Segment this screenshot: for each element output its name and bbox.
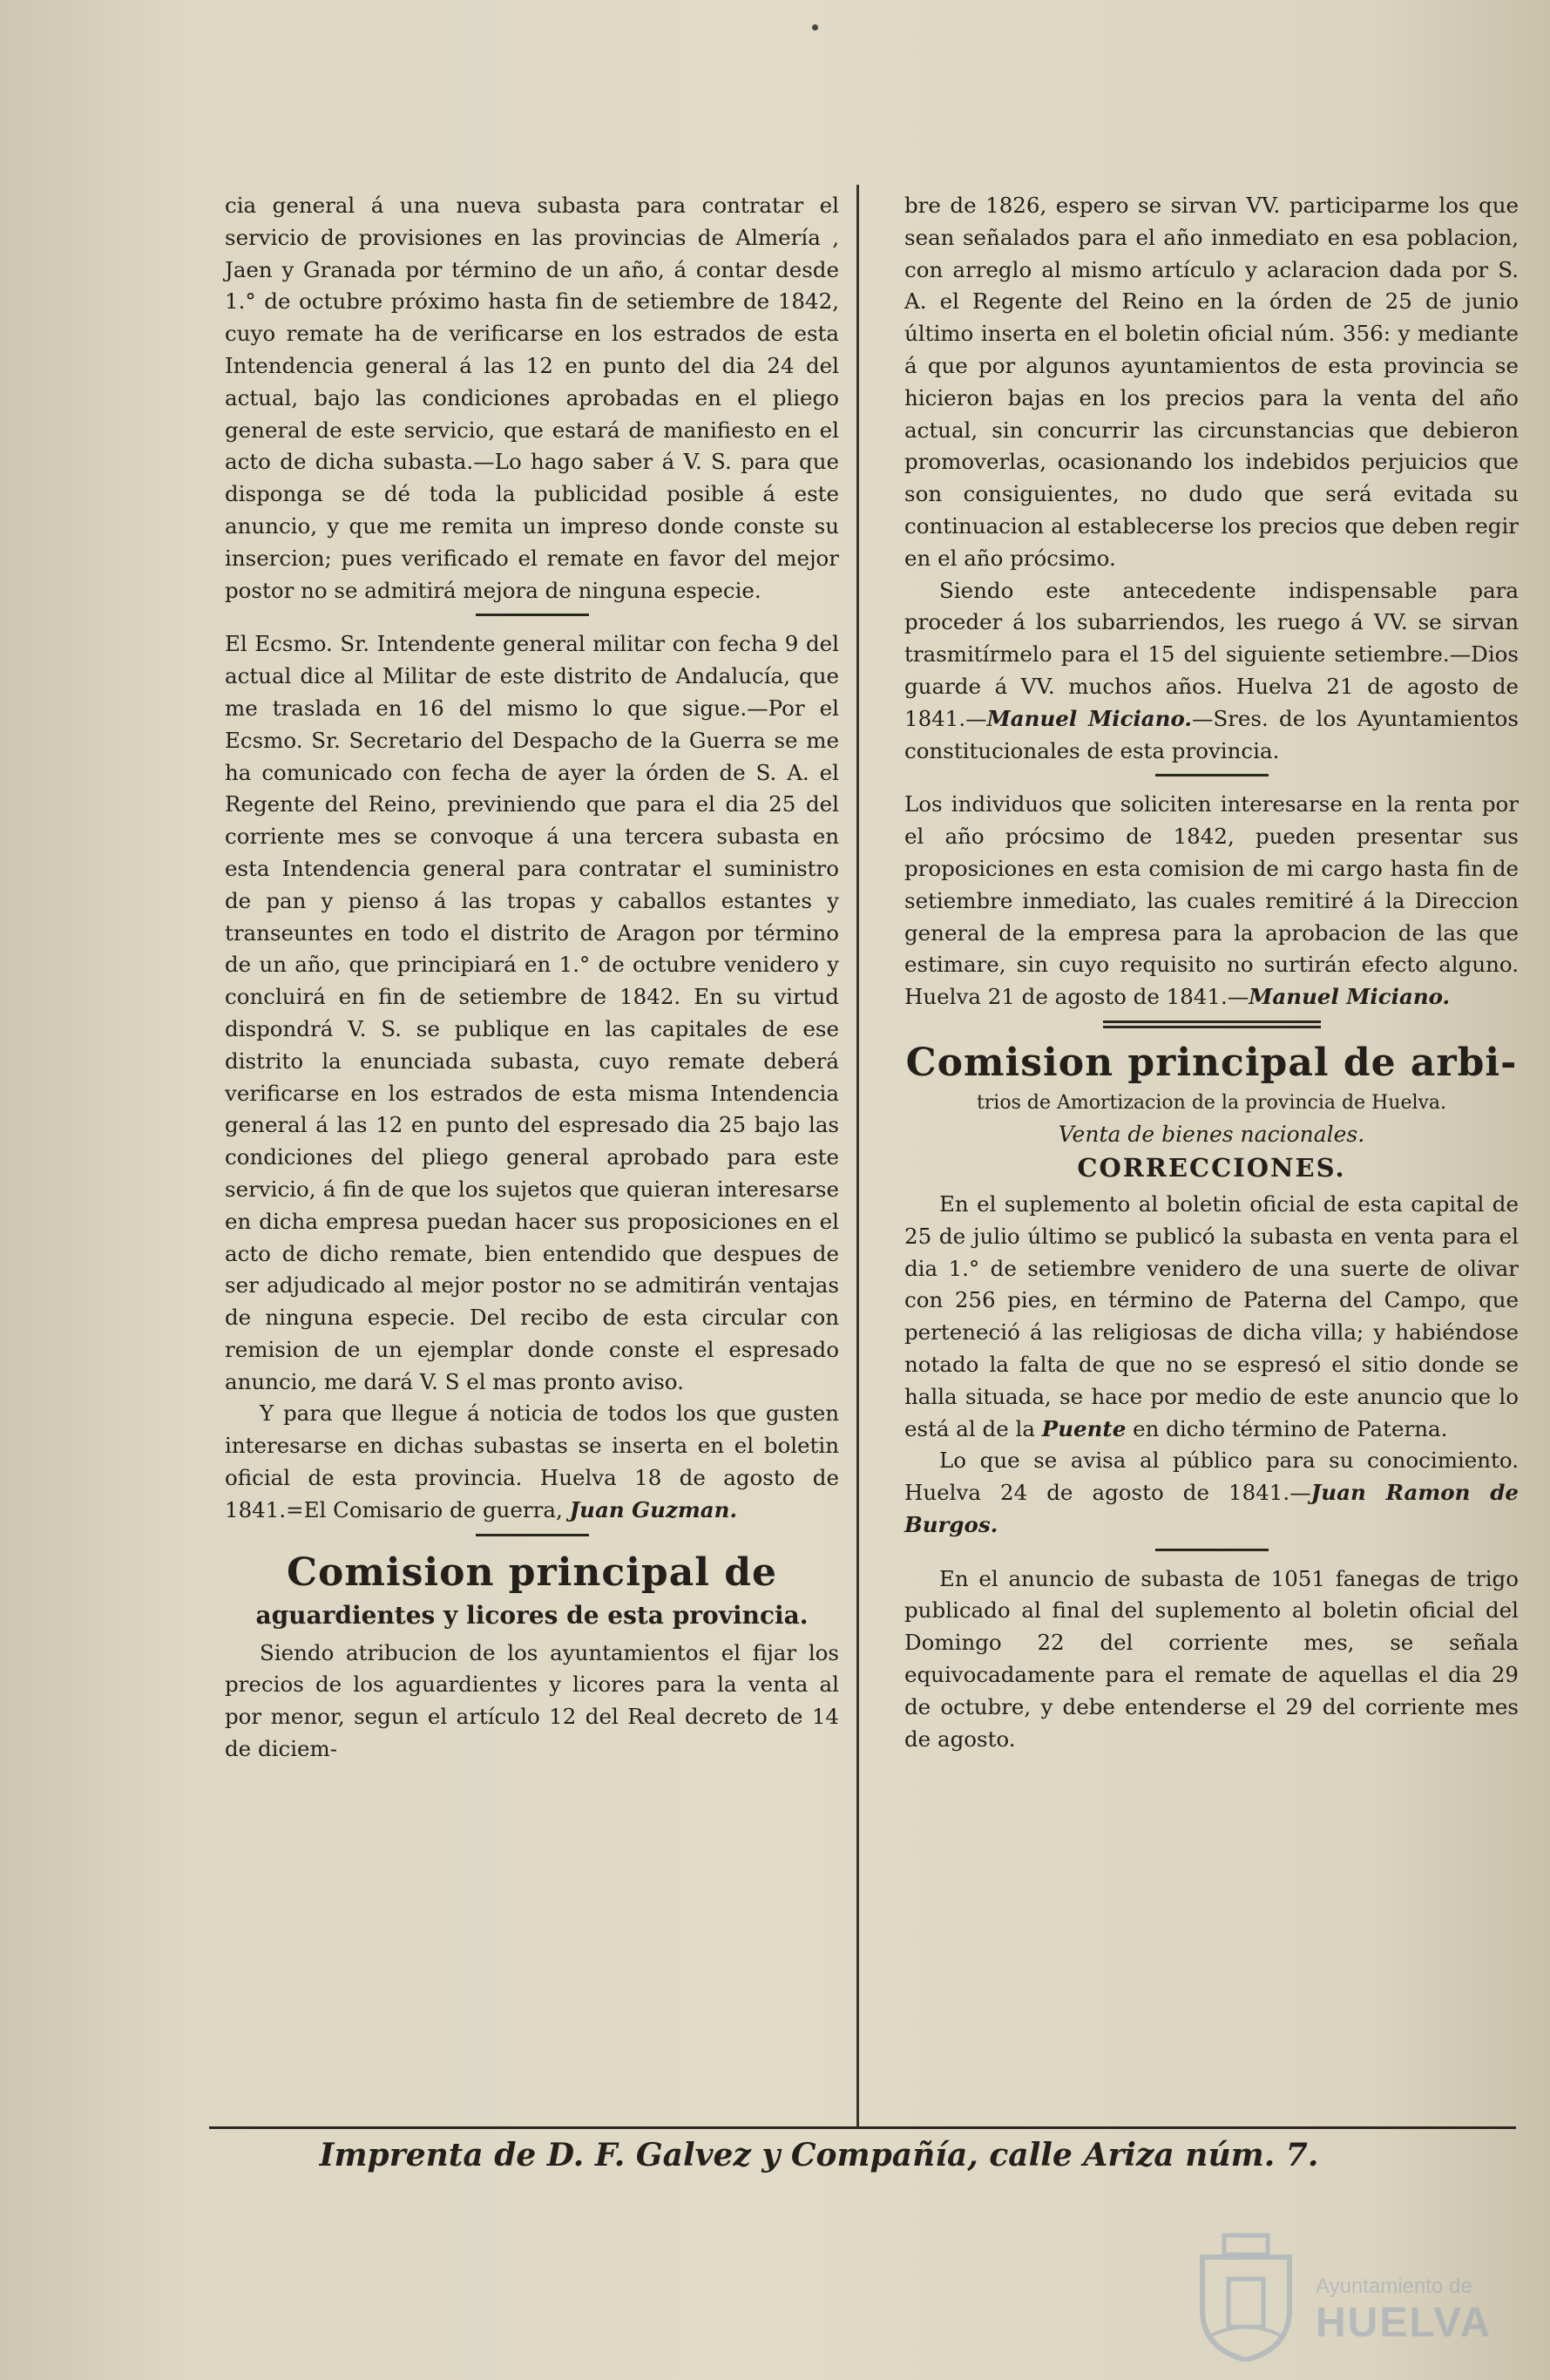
right-paragraph-2: [904, 575, 1519, 768]
separator-rule: [476, 614, 589, 616]
heading-arbitrios: Comision principal de arbi-: [905, 1040, 1518, 1085]
watermark-text-line1: Ayuntamiento de: [1316, 2275, 1472, 2298]
heading-aguardientes-sub: aguardientes y licores de esta provincia.: [255, 1600, 809, 1630]
right-paragraph-5-text: Lo que se avisa al público para su conocimiento. Huelva 24 de agosto de 1841.—: [904, 1448, 1519, 1506]
separator-rule: [476, 1534, 589, 1536]
column-divider: [856, 185, 859, 2128]
place-name-puente: Puente: [1041, 1415, 1127, 1441]
right-paragraph-4-tail: en dicho término de Paterna.: [1133, 1415, 1448, 1441]
left-paragraph-2: El Ecsmo. Sr. Intendente general militar con fecha 9 del actual dice al Militar de este distrito de Andalucía, que me traslada en 16 del mismo lo que sigue.—Por el Ecsmo. Sr. Secretario del Despacho de la Guerra se me ha comunicado con fecha de ayer la órden de S. A. el Regente del Reino, previniendo que para el dia 25 del corriente mes se convoque á una tercera subasta en esta Intendencia general para contratar el suministro de pan y pienso á las tropas y caballos estantes y transeuntes en todo el distrito de Aragon por término de un año, que principiará en 1.° de octubre venidero y concluirá en fin de setiembre de 1842. En su virtud dispondrá V. S. se publique en las capitales de ese distrito la enunciada subasta, cuyo remate deberá verificarse en los estrados de esta misma Intendencia general á las 12 en punto del espresado dia 25 bajo las condiciones del pliego general aprobado para este servicio, á fin de que los sujetos que quieran interesarse en dicha empresa puedan hacer sus proposiciones en el acto de dicho remate, bien entendido que despues de ser adjudicado al mejor postor no se admitirán ventajas de ninguna especie. Del recibo de esta circular con remision de un ejemplar donde conste el espresado anuncio, me dará V. S el mas pronto aviso.: [225, 631, 839, 1394]
separator-rule: [1155, 774, 1269, 776]
left-paragraph-3-text: Y para que llegue á noticia de todos los que gusten interesarse en dichas subastas se inserta en el boletin oficial de esta provincia. Huelva 18 de agosto de 1841.=El Comisario de guerra,: [225, 1400, 839, 1522]
watermark-text-line2: HUELVA: [1316, 2300, 1492, 2346]
double-separator-rule: [1103, 1020, 1321, 1028]
bottom-rule: [209, 2126, 1516, 2129]
right-paragraph-1: bre de 1826, espero se sirvan VV. participarme los que sean señalados para el año inmediato en esa poblacion, con arreglo al mismo artículo y aclaracion dada por S. A. el Regente del Reino en la órden de 25 de junio último inserta en el boletin oficial núm. 356: y mediante á que por algunos ayuntamientos de esta provincia se hicieron bajas en los precios para la venta del año actual, sin concurrir las circunstancias que debieron promoverlas, ocasionando los indebidos perjuicios que son consiguientes, no dudo que será evitada su continuacion al establecerse los precios que deben regir en el año prócsimo.: [904, 193, 1519, 571]
left-paragraph-3: [225, 1398, 839, 1526]
right-paragraph-3-text: Los individuos que soliciten interesarse en la renta por el año prócsimo de 1842, pueden presentar sus proposiciones en esta comision de mi cargo hasta fin de setiembre inmediato, las cuales remitiré á la Direccion general de la empresa para la aprobacion de las que estimare, sin cuyo requisito no surtirán efecto alguno. Huelva 21 de agosto de 1841.—: [904, 791, 1519, 1010]
heading-arbitrios-sub: trios de Amortizacion de la provincia de Huelva.: [976, 1091, 1447, 1114]
print-dot: [812, 24, 818, 31]
right-paragraph-2-text: Siendo este antecedente indispensable para proceder á los subarriendos, les ruego á VV. se sirvan trasmitírmelo para el 15 del siguiente setiembre.—Dios guarde á VV. muchos años. Huelva 21 de agosto de 1841.—: [904, 577, 1519, 731]
signature-manuel-miciano: Manuel Miciano.: [986, 705, 1192, 731]
right-paragraph-4-text: En el suplemento al boletin oficial de esta capital de 25 de julio último se publicó la subasta en venta para el dia 1.° de setiembre venidero de una suerte de olivar con 256 pies, en término de Paterna del Campo, que perteneció á las religiosas de dicha villa; y habiéndose notado la falta de que no se espresó el sitio donde se halla situada, se hace por medio de este anuncio que lo está al de la: [904, 1190, 1519, 1441]
signature-juan-guzman: Juan Guzman.: [569, 1496, 737, 1522]
watermark-logo: [1185, 2231, 1499, 2362]
right-paragraph-4: [904, 1189, 1519, 1445]
separator-rule: [1155, 1549, 1269, 1551]
left-column: [225, 190, 839, 1766]
imprint-line: Imprenta de D. F. Galvez y Compañía, calle Ariza núm. 7.: [319, 2137, 1319, 2173]
coat-of-arms-icon: [1185, 2231, 1307, 2362]
right-column: [904, 190, 1519, 1755]
left-paragraph-4: Siendo atribucion de los ayuntamientos el fijar los precios de los aguardientes y licores para la venta al por menor, segun el artículo 12 del Real decreto de 14 de diciem-: [225, 1639, 839, 1762]
signature-juan-ramon-de-burgos: Juan Ramon de Burgos.: [904, 1480, 1519, 1537]
left-paragraph-1: cia general á una nueva subasta para contratar el servicio de provisiones en las provincias de Almería , Jaen y Granada por término de un año, á contar desde 1.° de octubre próximo hasta fin de setiembre de 1842, cuyo remate ha de verificarse en los estrados de esta Intendencia general á las 12 en punto del dia 24 del actual, bajo las condiciones aprobadas en el pliego general de este servicio, que estará de manifiesto en el acto de dicha subasta.—Lo hago saber á V. S. para que disponga se dé toda la publicidad posible á este anuncio, y que me remita un impreso donde conste su insercion; pues verificado el remate en favor del mejor postor no se admitirá mejora de ninguna especie.: [225, 193, 839, 603]
heading-venta-bienes: Venta de bienes nacionales.: [1058, 1121, 1365, 1147]
right-paragraph-3: [904, 789, 1519, 1014]
heading-aguardientes: Comision principal de: [286, 1549, 777, 1595]
right-paragraph-6: En el anuncio de subasta de 1051 fanegas de trigo publicado al final del suplemento al boletin oficial del Domingo 22 del corriente mes, se señala equivocadamente para el remate de aquellas el dia 29 de octubre, y debe entenderse el 29 del corriente mes de agosto.: [904, 1565, 1519, 1752]
heading-correcciones: CORRECCIONES.: [1077, 1152, 1346, 1183]
right-paragraph-2-tail: —Sres. de los Ayuntamientos constitucionales de esta provincia.: [904, 705, 1519, 763]
right-paragraph-5: [904, 1445, 1519, 1541]
signature-manuel-miciano: Manuel Miciano.: [1249, 984, 1451, 1010]
